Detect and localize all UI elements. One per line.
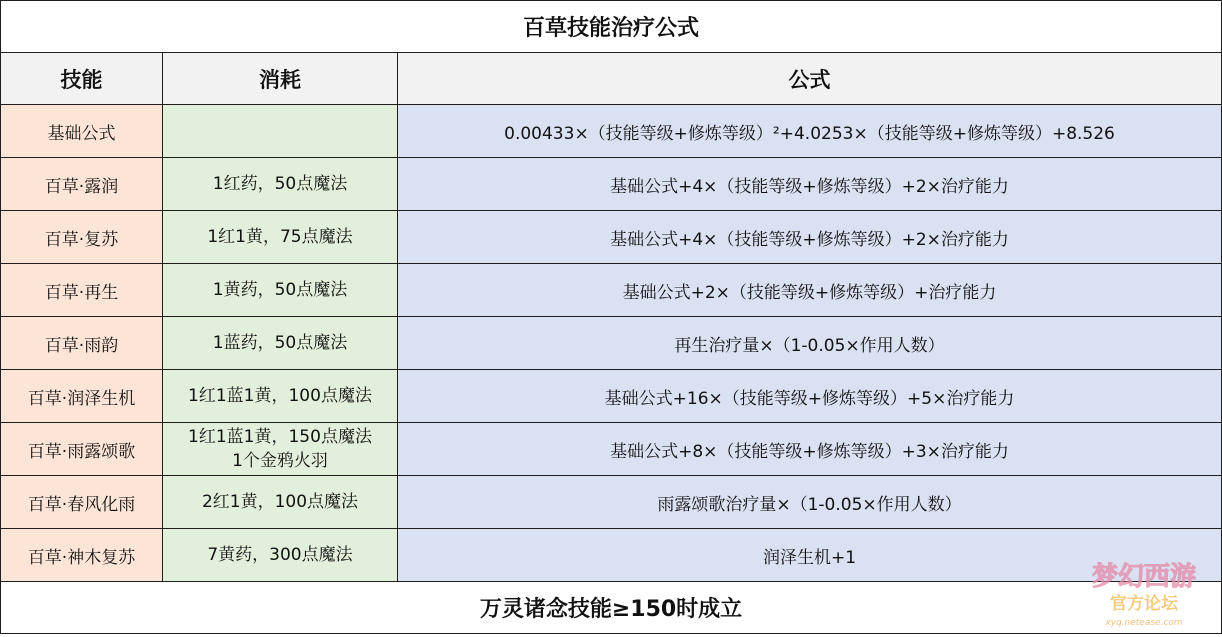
formula-cell: 基础公式+16×（技能等级+修炼等级）+5×治疗能力 [398, 370, 1222, 423]
cost-line: 1红1黄，75点魔法 [207, 227, 353, 247]
skill-name-cell: 百草·润泽生机 [1, 370, 163, 423]
header-cost: 消耗 [163, 53, 398, 105]
cost-line: 2红1黄，100点魔法 [201, 492, 359, 512]
cost-line: 7黄药，300点魔法 [207, 545, 353, 565]
cost-cell [163, 317, 398, 370]
table-row [1, 317, 1222, 370]
cost-cell [163, 211, 398, 264]
cost-cell [163, 264, 398, 317]
table-row [1, 211, 1222, 264]
skill-name-cell: 百草·复苏 [1, 211, 163, 264]
watermark-logo-text: 梦幻西游 [1091, 562, 1197, 592]
formula-cell: 0.00433×（技能等级+修炼等级）²+4.0253×（技能等级+修炼等级）+8.526 [398, 105, 1222, 158]
formula-cell: 基础公式+4×（技能等级+修炼等级）+2×治疗能力 [398, 158, 1222, 211]
skill-name-cell: 百草·雨韵 [1, 317, 163, 370]
table-footer-note: 万灵诸念技能≥150时成立 [1, 582, 1222, 634]
formula-cell: 再生治疗量×（1-0.05×作用人数） [398, 317, 1222, 370]
skill-name-cell: 百草·露润 [1, 158, 163, 211]
cost-line: 1红1蓝1黄，150点魔法 [188, 427, 372, 447]
cost-line: 1个金鸦火羽 [232, 451, 328, 471]
formula-cell: 基础公式+2×（技能等级+修炼等级）+治疗能力 [398, 264, 1222, 317]
cost-cell [163, 370, 398, 423]
header-formula: 公式 [398, 53, 1222, 105]
watermark-sub-text: 官方论坛 [1110, 594, 1178, 614]
table-row [1, 158, 1222, 211]
formula-cell: 基础公式+8×（技能等级+修炼等级）+3×治疗能力 [398, 423, 1222, 476]
cost-line: 1蓝药，50点魔法 [212, 333, 348, 353]
cost-cell [163, 476, 398, 529]
cost-cell [163, 529, 398, 582]
skill-name-cell: 百草·雨露颂歌 [1, 423, 163, 476]
table-title: 百草技能治疗公式 [1, 1, 1222, 53]
cost-line: 1黄药，50点魔法 [212, 280, 348, 300]
cost-line: 1红药，50点魔法 [212, 174, 348, 194]
watermark-url-text: xyq.netease.com [1105, 618, 1183, 628]
formula-cell: 润泽生机+1 [398, 529, 1222, 582]
skill-name-cell: 基础公式 [1, 105, 163, 158]
cost-line: 1红1蓝1黄，100点魔法 [188, 386, 372, 406]
table-row [1, 264, 1222, 317]
cost-cell [163, 158, 398, 211]
table-row [1, 529, 1222, 582]
skill-name-cell: 百草·再生 [1, 264, 163, 317]
formula-cell: 基础公式+4×（技能等级+修炼等级）+2×治疗能力 [398, 211, 1222, 264]
skill-name-cell: 百草·神木复苏 [1, 529, 163, 582]
table-row [1, 370, 1222, 423]
table-row [1, 105, 1222, 158]
cost-cell [163, 423, 398, 476]
header-skill: 技能 [1, 53, 163, 105]
cost-cell [163, 105, 398, 158]
table-row [1, 423, 1222, 476]
table-row [1, 476, 1222, 529]
skill-name-cell: 百草·春风化雨 [1, 476, 163, 529]
formula-cell: 雨露颂歌治疗量×（1-0.05×作用人数） [398, 476, 1222, 529]
